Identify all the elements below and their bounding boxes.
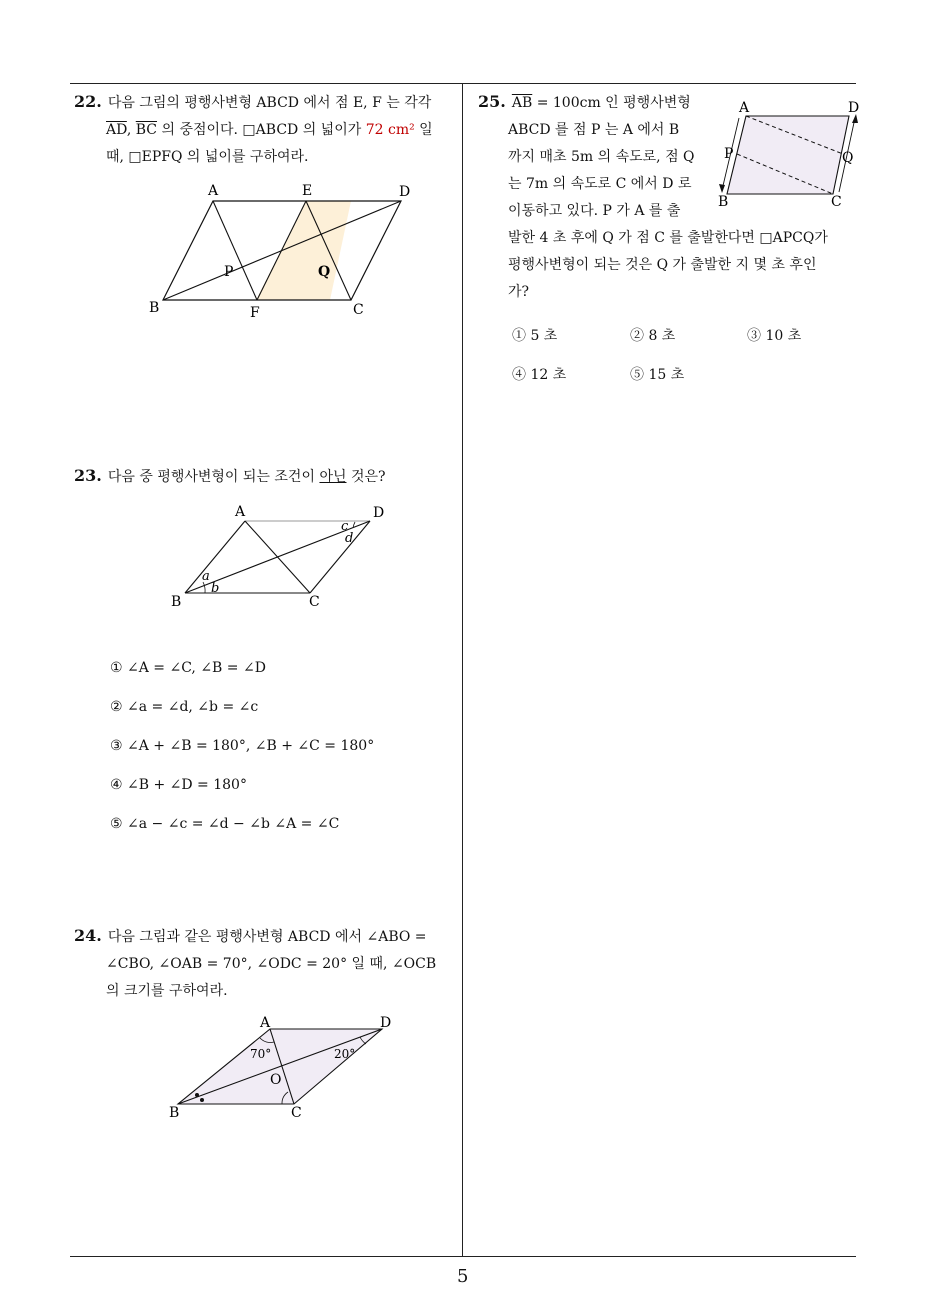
label-F: F bbox=[250, 305, 260, 321]
label-A: A bbox=[235, 504, 246, 520]
top-rule bbox=[70, 83, 856, 84]
area-value: 72 cm² bbox=[365, 122, 415, 138]
angle-mark-dot-2 bbox=[200, 1098, 204, 1102]
question-22-line1: 22. 다음 그림의 평행사변형 ABCD 에서 점 E, F 는 각각 bbox=[74, 92, 432, 111]
q23-choice-5[interactable]: ⑤ ∠a − ∠c = ∠d − ∠b ∠A = ∠C bbox=[110, 816, 340, 832]
label-O: O bbox=[270, 1072, 282, 1088]
question-25-line5: 이동하고 있다. P 가 A 를 출 bbox=[508, 203, 681, 219]
question-22-number: 22. bbox=[74, 92, 102, 111]
column-divider bbox=[462, 83, 463, 1257]
question-25-line6: 발한 4 초 후에 Q 가 점 C 를 출발한다면 □APCQ가 bbox=[508, 230, 828, 246]
label-P: P bbox=[724, 146, 734, 162]
bottom-rule bbox=[70, 1256, 856, 1257]
page-number: 5 bbox=[457, 1266, 469, 1287]
quad-epfq-fill bbox=[256, 201, 351, 300]
label-c: c bbox=[341, 519, 349, 534]
label-E: E bbox=[302, 183, 313, 199]
label-C: C bbox=[831, 194, 842, 210]
q25-choice-1[interactable]: ① 5 초 bbox=[512, 328, 558, 344]
question-25-line7: 평행사변형이 되는 것은 Q 가 출발한 지 몇 초 후인 bbox=[508, 257, 817, 273]
question-24-figure bbox=[160, 1010, 400, 1125]
label-C: C bbox=[291, 1105, 302, 1121]
question-23-line1: 23. 다음 중 평행사변형이 되는 조건이 아닌 것은? bbox=[74, 466, 386, 485]
question-25-line4: 는 7m 의 속도로 C 에서 D 로 bbox=[508, 176, 692, 192]
angle-20: 20° bbox=[334, 1047, 356, 1061]
question-24-line2: ∠CBO, ∠OAB = 70°, ∠ODC = 20° 일 때, ∠OCB bbox=[106, 956, 437, 972]
question-24-number: 24. bbox=[74, 926, 102, 945]
q25-choice-4[interactable]: ④ 12 초 bbox=[512, 367, 567, 383]
question-23 bbox=[74, 462, 459, 491]
question-24 bbox=[74, 922, 459, 1005]
angle-70: 70° bbox=[250, 1047, 272, 1061]
label-a: a bbox=[202, 569, 210, 584]
question-22-line2: $\overline{AD}$, $\overline{BC}$ 의 중점이다. □ABCD 의 넓이가 72 cm² 일 bbox=[106, 122, 433, 138]
question-25-line3: 까지 매초 5m 의 속도로, 점 Q bbox=[508, 149, 695, 165]
label-B: B bbox=[718, 194, 729, 210]
diagonal-ac bbox=[245, 521, 310, 593]
question-25-line8: 가? bbox=[508, 284, 530, 300]
label-b: b bbox=[211, 581, 220, 596]
question-22-line3: 때, □EPFQ 의 넓이를 구하여라. bbox=[106, 149, 309, 165]
q23-choice-1[interactable]: ① ∠A = ∠C, ∠B = ∠D bbox=[110, 660, 266, 676]
label-A: A bbox=[208, 183, 219, 199]
label-Q: Q bbox=[318, 264, 331, 280]
q23-choice-3[interactable]: ③ ∠A + ∠B = 180°, ∠B + ∠C = 180° bbox=[110, 738, 375, 754]
q25-choice-5[interactable]: ⑤ 15 초 bbox=[630, 367, 685, 383]
label-P: P bbox=[224, 264, 234, 280]
arrowhead-p bbox=[719, 184, 725, 193]
angle-mark-dot-1 bbox=[195, 1093, 199, 1097]
question-24-line3: 의 크기를 구하여라. bbox=[106, 983, 228, 999]
label-d: d bbox=[345, 531, 354, 546]
q23-choice-2[interactable]: ② ∠a = ∠d, ∠b = ∠c bbox=[110, 699, 259, 715]
parallelogram-abcd bbox=[727, 116, 849, 194]
label-C: C bbox=[353, 302, 364, 318]
label-D: D bbox=[380, 1015, 392, 1031]
label-Q: Q bbox=[842, 150, 854, 166]
side-cd bbox=[310, 521, 370, 593]
question-23-number: 23. bbox=[74, 466, 102, 485]
label-D: D bbox=[399, 184, 411, 200]
label-C: C bbox=[309, 594, 320, 610]
question-25-line1: 25. $\overline{AB} = 100cm$ 인 평행사변형 bbox=[478, 92, 691, 111]
question-23-figure bbox=[165, 500, 395, 612]
question-25-figure bbox=[715, 96, 865, 211]
label-A: A bbox=[739, 100, 750, 116]
question-22-figure bbox=[140, 178, 430, 323]
q25-choice-3[interactable]: ③ 10 초 bbox=[747, 328, 802, 344]
question-25-line2: ABCD 를 점 P 는 A 에서 B bbox=[508, 122, 680, 138]
question-24-line1: 24. 다음 그림과 같은 평행사변형 ABCD 에서 ∠ABO = bbox=[74, 926, 427, 945]
label-B: B bbox=[169, 1105, 180, 1121]
question-25-number: 25. bbox=[478, 92, 506, 111]
label-D: D bbox=[373, 505, 385, 521]
question-22 bbox=[74, 88, 459, 171]
q23-choice-4[interactable]: ④ ∠B + ∠D = 180° bbox=[110, 777, 247, 793]
label-A: A bbox=[260, 1015, 271, 1031]
label-D: D bbox=[848, 100, 860, 116]
q25-choice-2[interactable]: ② 8 초 bbox=[630, 328, 676, 344]
label-B: B bbox=[149, 300, 160, 316]
label-B: B bbox=[171, 594, 182, 610]
segment-ae-f bbox=[213, 201, 257, 300]
